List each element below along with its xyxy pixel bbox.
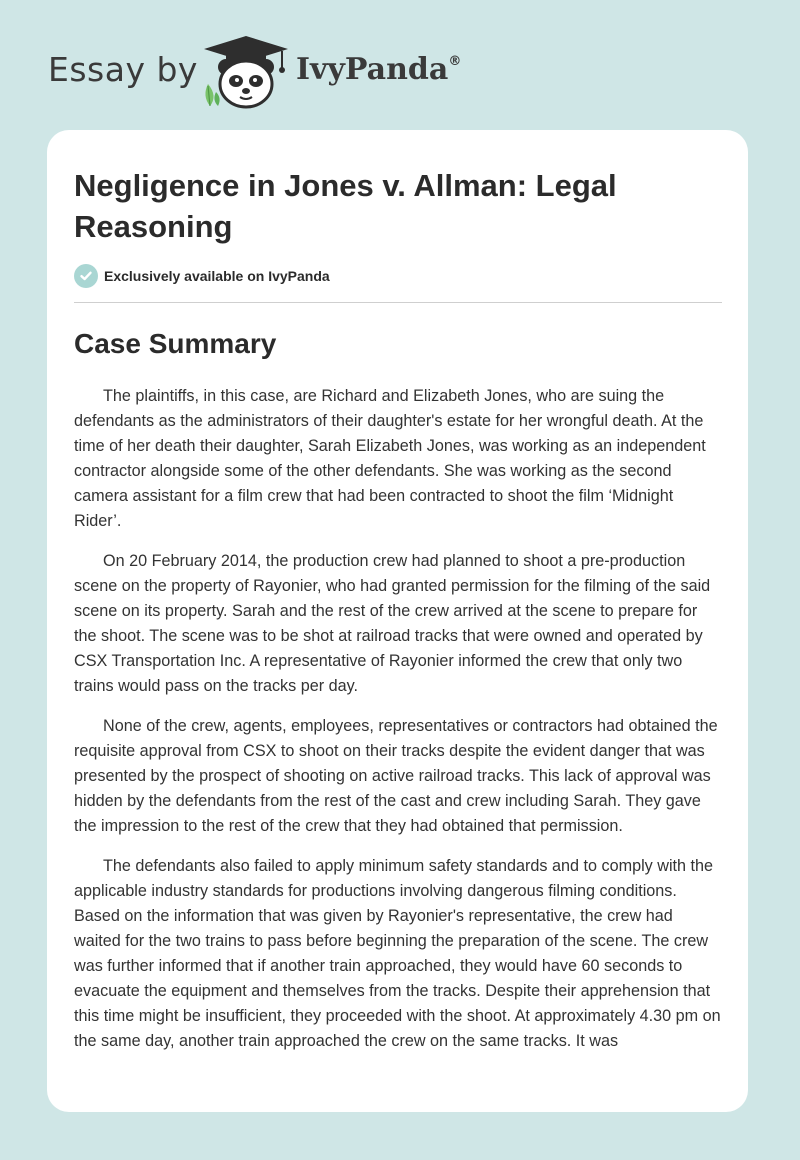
checkmark-icon xyxy=(74,264,98,288)
essay-by-label: Essay by xyxy=(48,50,198,89)
paragraph: The plaintiffs, in this case, are Richard and Elizabeth Jones, who are suing the defendants as the administrators of their daughter's estate for her wrongful death. At the time of her death their daughter, Sarah Elizabeth Jones, was working as an independent contractor alongside some of the other defendants. She was working as the second camera assistant for a film crew that had been contracted to shoot the film ‘Midnight Rider’. xyxy=(74,387,706,530)
site-header xyxy=(0,0,800,130)
divider xyxy=(74,302,722,303)
trademark-symbol: ® xyxy=(448,54,462,69)
brand-name[interactable] xyxy=(296,52,461,87)
brand-name-text: IvyPanda xyxy=(296,52,449,87)
article-title: Negligence in Jones v. Allman: Legal Reasoning xyxy=(74,168,617,244)
paragraph: None of the crew, agents, employees, representatives or contractors had obtained the requisite approval from CSX to shoot on their tracks despite the evident danger that was presented by the prospect of shooting on active railroad tracks. This lack of approval was hidden by the defendants from the rest of the cast and crew including Sarah. They gave the impression to the rest of the crew that they had obtained that permission. xyxy=(74,717,718,835)
section-title: Case Summary xyxy=(74,328,277,359)
exclusive-text: Exclusively available on IvyPanda xyxy=(104,268,330,284)
paragraph: The defendants also failed to apply minimum safety standards and to comply with the applicable industry standards for productions involving dangerous filming conditions. Based on the information that was given by Rayonier's representative, the crew had waited for the two trains to pass before beginning the preparation of the scene. The crew was further informed that if another train approached, they would have 60 seconds to evacuate the equipment and themselves from the tracks. Despite their apprehension that this time might be insufficient, they proceeded with the shoot. At approximately 4.30 pm on the same day, another train approached the crew on the same tracks. It was xyxy=(74,857,721,1050)
exclusive-badge xyxy=(74,263,330,289)
paragraph: On 20 February 2014, the production crew had planned to shoot a pre-production scene on the property of Rayonier, who had granted permission for the filming of the said scene on its property. Sarah and the rest of the crew arrived at the scene to prepare for the shoot. The scene was to be shot at railroad tracks that were owned and operated by CSX Transportation Inc. A representative of Rayonier informed the crew that only two trains would pass on the tracks per day. xyxy=(74,552,711,695)
article-body xyxy=(74,384,724,1069)
panda-logo-icon[interactable] xyxy=(196,34,296,110)
article-card xyxy=(47,130,748,1112)
